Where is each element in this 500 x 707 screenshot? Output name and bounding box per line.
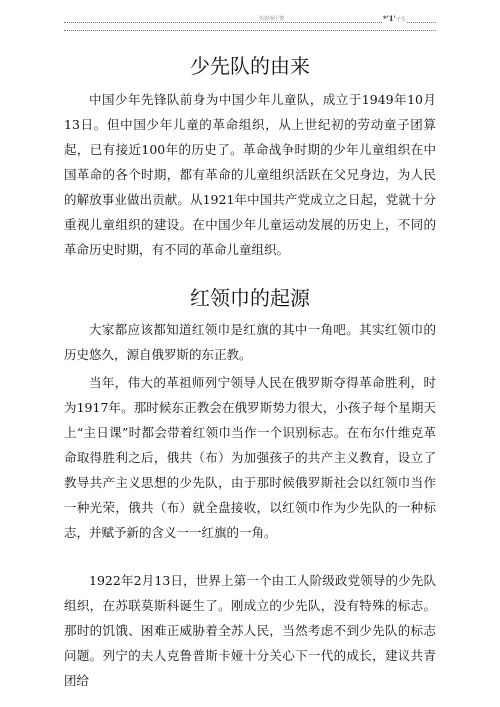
header-left-text: 代拟零厅费 (259, 16, 285, 22)
paragraph-red-scarf-intro: 大家都应该都知道红领巾是红旗的其中一角吧。其实红领巾的历史悠久，源自俄罗斯的东正教。 (64, 322, 436, 362)
header-right-label: 子生 (395, 17, 406, 23)
header-rule-bottom (64, 30, 436, 31)
section-title-pioneers-origin: 少先队的由来 (190, 54, 310, 78)
section-title-red-scarf-origin: 红领巾的起源 (190, 286, 310, 310)
paragraph-pioneers-origin: 中国少年先锋队前身为中国少年儿童队，成立于1949年10月13日。但中国少年儿童的革命组织，从上世纪初的劳动童子团算起，已有接近100年的历史了。革命战争时期的少年儿童组织在中国革命的各个时期，都有革命的儿童组织活跃在父兄身边，为人民的解放事业做出贡献。从1921年中国共产党成立之日起，党就十分重视儿童组织的建设。在中国少年儿童运动发展的历史上，不同的革命历史时期，有不同的革命儿童组织。 (64, 92, 436, 257)
header-rule-top (64, 22, 436, 23)
header-right-mark: *'1' (383, 14, 396, 23)
header-right-text (382, 16, 407, 23)
paragraph-pioneers-1922: 1922年2月13日，世界上第一个由工人阶级政党领导的少先队组织，在苏联莫斯科诞生了。刚成立的少先队，没有特殊的标志。那时的饥饿、困难正威胁着全苏人民，当然考虑不到少先队的标志问题。列宁的夫人克鲁普斯卡娅十分关心下一代的成长，建议共青团给 (64, 573, 436, 688)
paragraph-red-scarf-history: 当年，伟大的革祖师列宁领导人民在俄罗斯夺得革命胜利，时为1917年。那时候东正教会在俄罗斯势力很大，小孩子每个星期天上“主日课”时都会带着红领巾当作一个识别标志。在布尔什维克革命取得胜利之后，俄共（布）为加强孩子的共产主义教育，设立了教导共产主义思想的少先队，由于那时候俄罗斯社会以红领巾当作一种光荣，俄共（布）就全盘接收，以红领巾作为少先队的一种标志，并赋予新的含义一一红旗的一角。 (64, 375, 436, 540)
